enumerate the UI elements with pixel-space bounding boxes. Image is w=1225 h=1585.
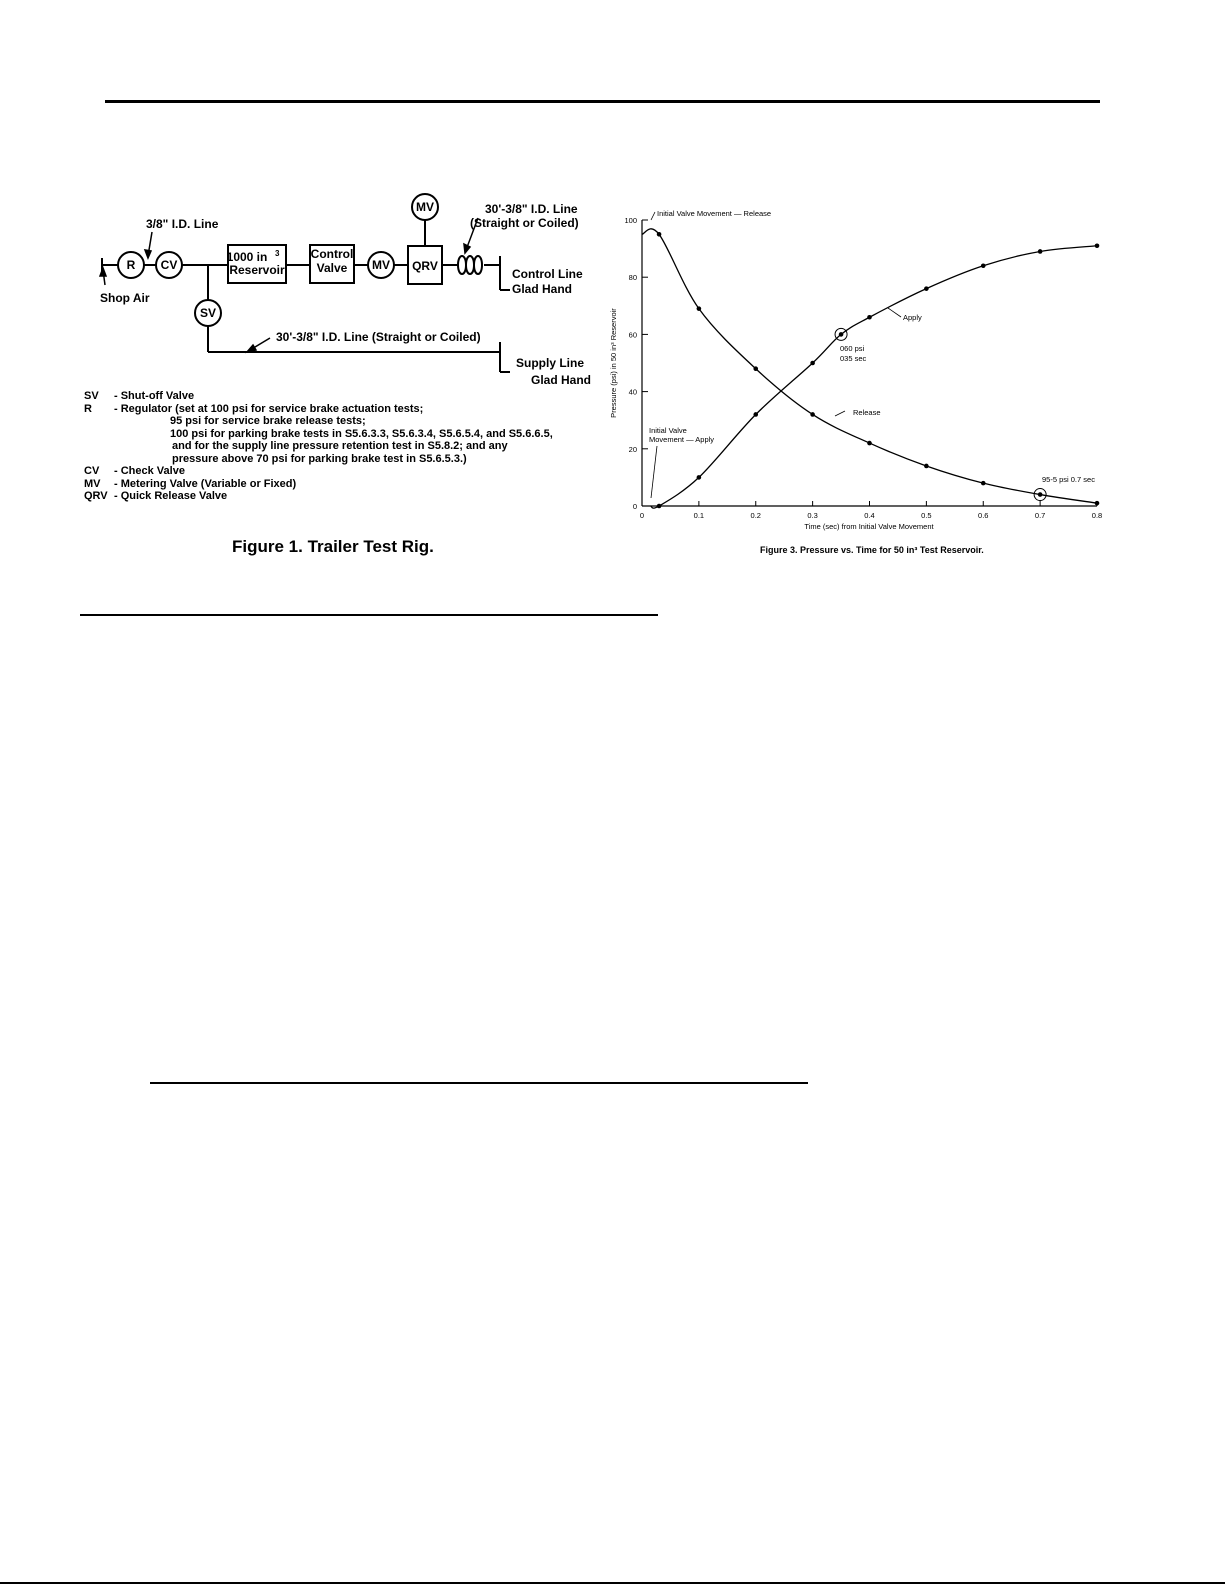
control-glad-label-2: Glad Hand bbox=[512, 282, 573, 296]
x-tick-label: 0.6 bbox=[978, 511, 989, 520]
control-glad-label-1: Control Line bbox=[512, 267, 583, 281]
legend-text: - Quick Release Valve bbox=[114, 490, 228, 502]
legend-text: 95 psi for service brake release tests; bbox=[170, 415, 366, 427]
legend-row bbox=[84, 440, 604, 453]
x-tick-label: 0 bbox=[639, 511, 645, 520]
annotation-release: Release bbox=[853, 408, 881, 417]
legend-text: and for the supply line pressure retention test in S5.8.2; and any bbox=[172, 440, 508, 452]
section-rule-1 bbox=[80, 614, 658, 616]
data-point bbox=[867, 441, 872, 446]
annotation-apply: Apply bbox=[903, 313, 922, 322]
legend-row bbox=[84, 390, 604, 403]
y-tick-label: 60 bbox=[628, 330, 637, 340]
footer-rule bbox=[0, 1582, 1225, 1584]
annotation-apply-start-1: Initial Valve bbox=[649, 426, 687, 435]
figure-3-caption: Figure 3. Pressure vs. Time for 50 in³ Test Reservoir. bbox=[760, 545, 984, 555]
legend-key: QRV bbox=[84, 490, 108, 502]
line-3-8-label: 3/8" I.D. Line bbox=[146, 217, 219, 231]
regulator-label: R bbox=[126, 258, 136, 272]
data-point bbox=[697, 475, 702, 480]
series-line-release bbox=[642, 229, 1097, 503]
data-point bbox=[1038, 492, 1043, 497]
reservoir-label-2: Reservoir bbox=[229, 263, 285, 277]
supply-glad-label-1: Supply Line bbox=[516, 356, 585, 370]
supply-glad-label-2: Glad Hand bbox=[531, 373, 592, 387]
y-tick-label: 0 bbox=[632, 502, 637, 511]
line-30-top-label-1: 30'-3/8" I.D. Line bbox=[485, 202, 578, 216]
shop-air-label: Shop Air bbox=[100, 291, 150, 305]
annotation-point-apply-1: 060 psi bbox=[840, 344, 865, 353]
x-axis-label: Time (sec) from Initial Valve Movement bbox=[804, 522, 934, 531]
data-point bbox=[867, 315, 872, 320]
legend-text: pressure above 70 psi for parking brake test in S5.6.5.3.) bbox=[172, 452, 467, 465]
check-valve-label: CV bbox=[160, 258, 178, 272]
legend-text: - Regulator (set at 100 psi for service brake actuation tests; bbox=[114, 402, 424, 415]
data-point bbox=[924, 286, 929, 291]
legend-row bbox=[84, 403, 604, 416]
legend-row bbox=[84, 415, 604, 428]
header-rule bbox=[105, 100, 1100, 103]
legend-key: CV bbox=[84, 465, 100, 477]
figure-1-trailer-test-rig bbox=[80, 190, 610, 560]
data-point bbox=[1095, 243, 1100, 248]
y-tick-label: 100 bbox=[624, 216, 637, 225]
annotation-apply-start-2: Movement — Apply bbox=[649, 435, 715, 444]
legend-text: 100 psi for parking brake tests in S5.6.3.3, S5.6.3.4, S5.6.5.4, and S5.6.6.5, bbox=[170, 427, 553, 440]
data-point bbox=[981, 263, 986, 268]
x-tick-label: 0.2 bbox=[750, 511, 761, 520]
line-30-top-label-2: (Straight or Coiled) bbox=[470, 216, 579, 230]
y-tick-label: 20 bbox=[628, 444, 637, 454]
legend-key: SV bbox=[84, 390, 99, 402]
data-point bbox=[657, 232, 662, 237]
y-tick-label: 80 bbox=[628, 273, 637, 283]
data-point bbox=[981, 481, 986, 486]
legend-row bbox=[84, 490, 604, 503]
data-point bbox=[810, 361, 815, 366]
data-point bbox=[753, 412, 758, 417]
legend-text: - Shut-off Valve bbox=[114, 390, 195, 402]
x-tick-label: 0.4 bbox=[864, 511, 875, 520]
figure-1-caption: Figure 1. Trailer Test Rig. bbox=[232, 537, 434, 556]
figure-1-legend bbox=[84, 390, 604, 503]
legend-text: - Metering Valve (Variable or Fixed) bbox=[114, 477, 297, 490]
legend-key: MV bbox=[84, 477, 101, 490]
data-point bbox=[657, 504, 662, 509]
line-30-bottom-label: 30'-3/8" I.D. Line (Straight or Coiled) bbox=[276, 330, 481, 344]
annotation-release-start: Initial Valve Movement — Release bbox=[657, 209, 772, 218]
data-point bbox=[839, 332, 844, 337]
legend-row bbox=[84, 478, 604, 491]
legend-key: R bbox=[84, 402, 92, 415]
x-tick-label: 0.3 bbox=[807, 511, 818, 520]
reservoir-label-sup: 3 bbox=[275, 249, 280, 258]
data-point bbox=[810, 412, 815, 417]
legend-row bbox=[84, 465, 604, 478]
section-rule-2 bbox=[150, 1082, 808, 1084]
shutoff-valve-label: SV bbox=[199, 306, 217, 320]
series-line-apply bbox=[651, 246, 1097, 508]
data-point bbox=[753, 366, 758, 371]
metering-valve-top-label: MV bbox=[416, 200, 434, 214]
data-point bbox=[1095, 501, 1100, 506]
x-tick-label: 0.5 bbox=[921, 511, 932, 520]
y-tick-label: 40 bbox=[628, 387, 637, 397]
annotation-point-release: 95-5 psi 0.7 sec bbox=[1042, 475, 1095, 484]
qrv-label: QRV bbox=[412, 259, 438, 273]
annotation-point-apply-2: 035 sec bbox=[840, 354, 867, 363]
control-valve-label-1: Control bbox=[310, 247, 354, 261]
data-point bbox=[924, 464, 929, 469]
y-axis-label: Pressure (psi) in 50 in³ Reservoir bbox=[609, 308, 618, 418]
figure-3-chart bbox=[605, 200, 1110, 545]
reservoir-label-1: 1000 in bbox=[226, 250, 268, 264]
data-point bbox=[1038, 249, 1043, 254]
legend-row bbox=[84, 453, 604, 466]
legend-text: - Check Valve bbox=[114, 465, 185, 477]
data-point bbox=[697, 306, 702, 311]
x-tick-label: 0.1 bbox=[693, 511, 705, 520]
x-tick-label: 0.7 bbox=[1034, 511, 1046, 520]
control-valve-label-2: Valve bbox=[316, 261, 348, 275]
metering-valve-label: MV bbox=[372, 258, 390, 272]
x-tick-label: 0.8 bbox=[1091, 511, 1103, 520]
legend-row bbox=[84, 428, 604, 441]
